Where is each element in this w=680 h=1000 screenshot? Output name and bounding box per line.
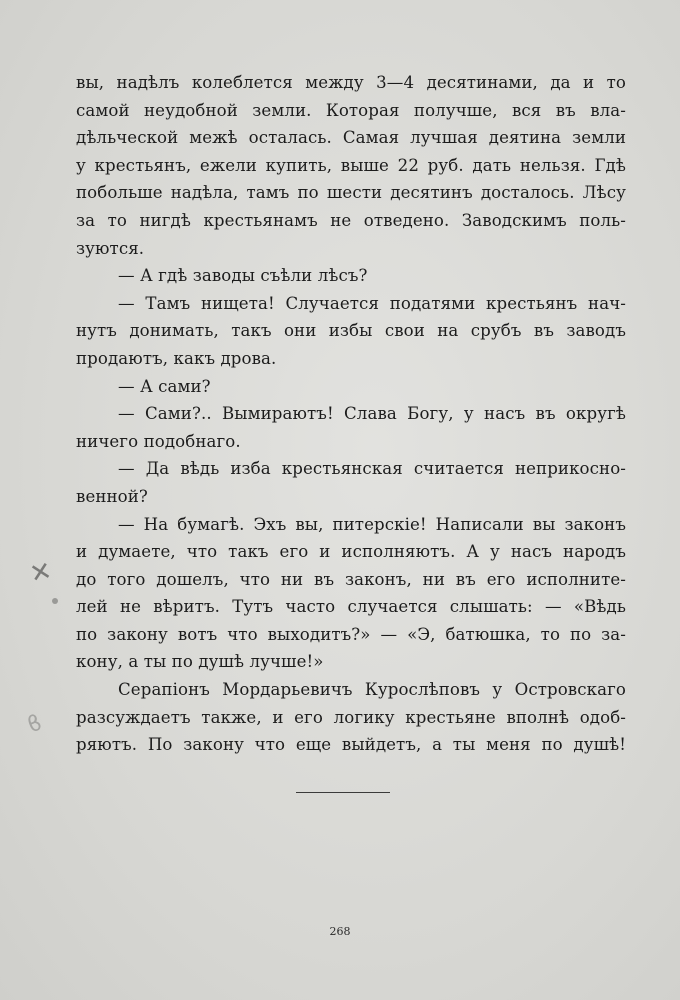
text-line: зуются. (76, 238, 145, 258)
page-number: 268 (329, 925, 351, 938)
text-line: побольше надѣла, тамъ по шести десятинъ досталось. Лѣсу (76, 183, 626, 203)
text-line: — Сами?.. Вымираютъ! Слава Богу, у насъ въ округѣ (118, 404, 626, 424)
text-line: до того дошелъ, что ни въ законъ, ни въ его исполните- (76, 569, 626, 589)
text-line: Серапіонъ Мордарьевичъ Курослѣповъ у Островскаго (118, 680, 626, 700)
text-line: у крестьянъ, ежели купить, выше 22 руб. дать нельзя. Гдѣ (76, 155, 626, 175)
text-line: разсуждаетъ также, и его логику крестьяне вполнѣ одоб- (76, 707, 626, 727)
text-line: — Тамъ нищета! Случается податями крестьянъ нач- (118, 293, 626, 313)
text-line: — А гдѣ заводы съѣли лѣсъ? (118, 266, 368, 286)
section-divider (296, 792, 390, 793)
faded-pencil-mark-icon: ϐ (24, 710, 46, 739)
text-line: дѣльческой межѣ осталась. Самая лучшая деятина земли (76, 128, 626, 148)
text-line: по закону вотъ что выходитъ?» — «Э, батюшка, то по за- (76, 624, 626, 644)
ink-dot-mark-icon (52, 598, 58, 604)
text-line: ряютъ. По закону что еще выйдетъ, а ты меня по душѣ! (76, 735, 626, 755)
text-line: кону, а ты по душѣ лучше!» (76, 652, 324, 672)
text-line: — Да вѣдь изба крестьянская считается неприкосно- (118, 459, 626, 479)
text-line: — На бумагѣ. Эхъ вы, питерскіе! Написали вы законъ (118, 514, 626, 534)
text-line: за то нигдѣ крестьянамъ не отведено. Заводскимъ поль- (76, 210, 626, 230)
text-line: венной? (76, 486, 148, 506)
pencil-cross-mark-icon: ✕ (27, 556, 55, 590)
text-line: продаютъ, какъ дрова. (76, 348, 277, 368)
text-line: лей не вѣритъ. Тутъ часто случается слышать: — «Вѣдь (76, 597, 626, 617)
text-line: ничего подобнаго. (76, 431, 241, 451)
page-text (76, 69, 626, 759)
text-line: нутъ донимать, такъ они избы свои на срубъ въ заводъ (76, 321, 626, 341)
text-line: вы, надѣлъ колеблется между 3—4 десятинами, да и то (76, 73, 626, 92)
text-line: и думаете, что такъ его и исполняютъ. А у насъ народъ (76, 542, 626, 562)
text-line: самой неудобной земли. Которая получше, вся въ вла- (76, 100, 626, 120)
text-line: — А сами? (118, 376, 211, 396)
